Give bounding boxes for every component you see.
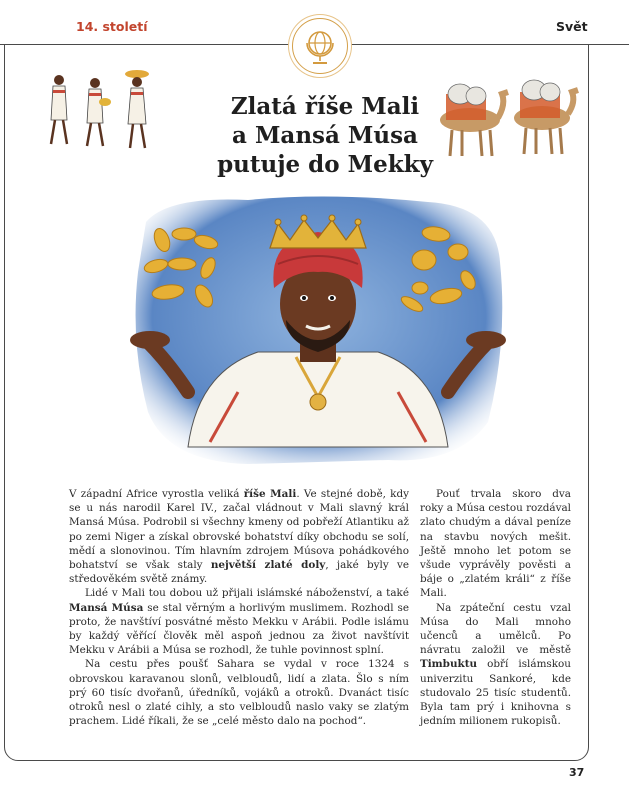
text-run: Pouť trvala skoro dva roky a Músa cestou rozdával zlato chudým a dával peníze na stavbu nových mešit. Ještě mnoho let potom se všude vyprávěly pověsti a báje o „zlatém králi“ z říše Mali.	[420, 488, 572, 600]
title-line-3: putuje do Mekky	[217, 151, 433, 178]
text-run: se stal věrným a horlivým muslimem. Rozhodl se proto, že navštíví posvátné město Mekku v Arábii. Podle islámu by každý věřící člověk měl aspoň jednou za život navštívit Mekku v Arábii a Músa se rozhodl, že tuhle povinnost splní.	[69, 601, 409, 657]
paragraph	[69, 586, 409, 657]
text-run: . Ve stejné době, kdy se u nás narodil Karel IV., začal vládnout v Mali slavný král Mansá Músa. Podrobil si všechny kmeny od pobřeží Atlantiku až po zemi Niger a získal obrovské bohatství díky obchodu se solí, mědí a slonovinou. Tím hlavním zdrojem Músova pohádkového bohatství se však staly	[69, 488, 409, 572]
paragraph	[69, 487, 409, 586]
king-with-gold-coins-illustration	[128, 192, 508, 477]
category-label: Svět	[556, 19, 588, 34]
paragraph	[420, 601, 571, 729]
page-number: 37	[569, 766, 585, 779]
title-line-2: a Mansá Músa	[232, 122, 418, 149]
text-run: Na cestu přes poušť Sahara se vydal v roce 1324 s obrovskou karavanou slonů, velbloudů, lidí a zlata. Šlo s ním prý 60 tisíc dvořanů, úředníků, vojáků a otroků. Dvanáct tisíc otroků nesl o zlaté cihly, a sto velbloudů naslo vaky se zlatým prachem. Lidé říkali, že se „celé město dalo na pochod“.	[69, 658, 409, 728]
text-run: V západní Africe vyrostla veliká	[69, 488, 244, 500]
bold-term: největší zlaté doly	[210, 559, 326, 572]
text-column-left	[69, 487, 409, 728]
page-title	[205, 92, 445, 179]
text-run: Na zpáteční cestu vzal Músa do Mali mnoho učenců a umělců. Po návratu založil ve městě	[420, 601, 571, 657]
paragraph	[420, 487, 571, 601]
globe-compass-icon	[292, 18, 348, 74]
section-label: 14. století	[76, 19, 148, 34]
title-line-1: Zlatá říše Mali	[230, 93, 420, 120]
bold-term: říše Mali	[243, 488, 297, 500]
text-run: obří islámskou univerzitu Sankoré, kde studovalo 25 tisíc studentů. Byla tam prý i knihovna s jedním milionem rukopisů.	[420, 658, 571, 728]
camel-caravan-illustration	[432, 74, 582, 159]
text-run: , jaké byly ve středověkém světě známy.	[69, 559, 410, 586]
text-run: Lidé v Mali tou dobou už přijali islámské náboženství, a také	[85, 587, 409, 600]
text-column-right	[420, 487, 571, 728]
bold-term: Timbuktu	[420, 658, 478, 671]
walking-servants-illustration	[45, 68, 165, 158]
bold-term: Mansá Músa	[69, 601, 144, 614]
paragraph	[69, 657, 409, 728]
